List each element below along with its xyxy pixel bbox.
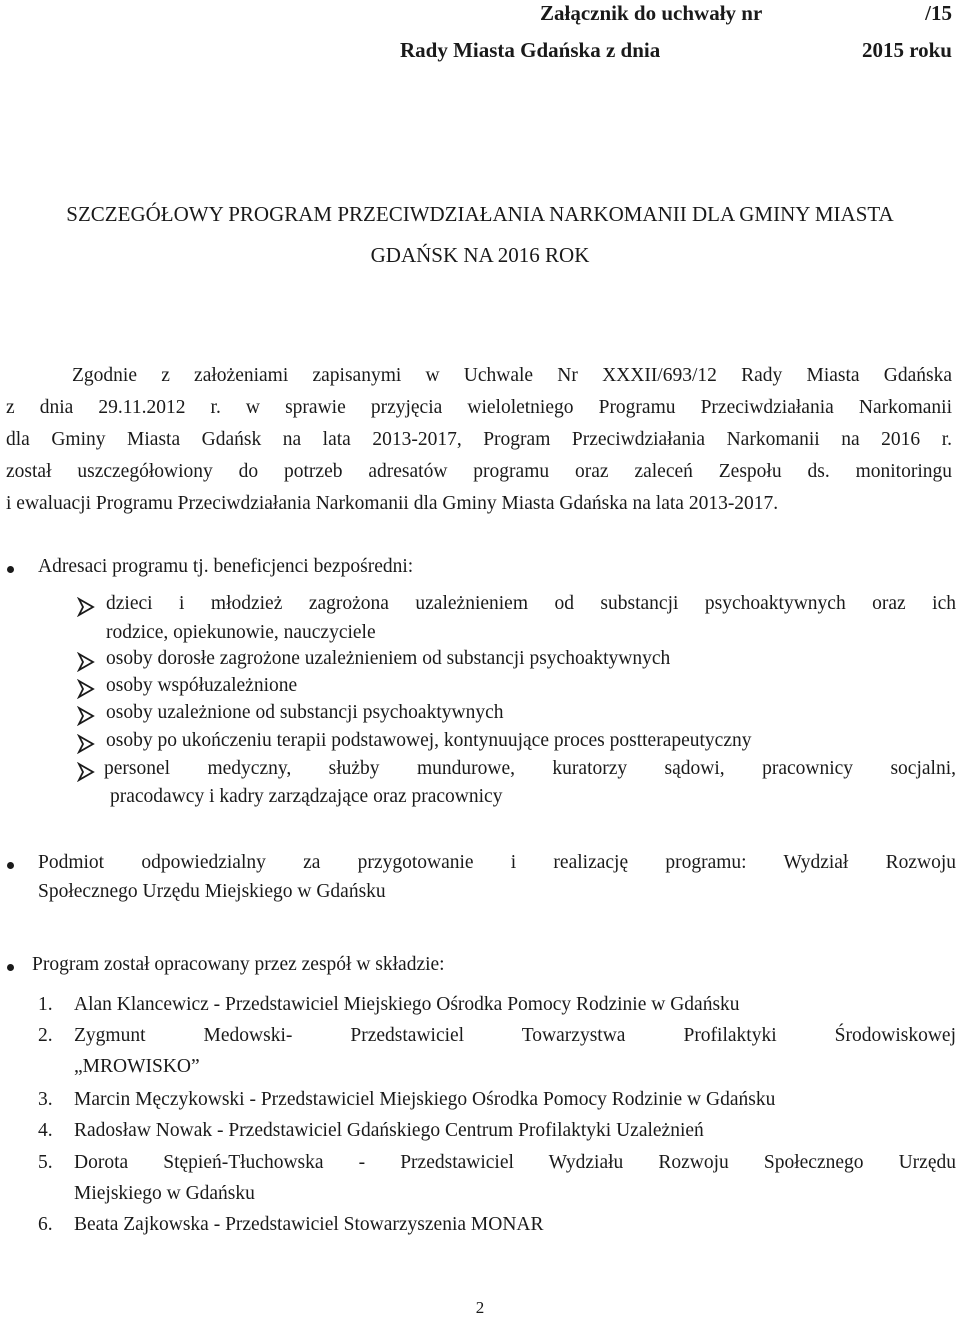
addressee-item: dzieci i młodzież zagrożona uzależnieniem od substancji psychoaktywnych oraz ich [106,593,956,614]
arrow-bullet-icon [76,652,96,672]
team-member-number: 3. [38,1089,53,1110]
team-member-number: 4. [38,1120,53,1141]
team-member: Beata Zajkowska - Przedstawiciel Stowarzyszenia MONAR [74,1214,544,1235]
team-member-continued: „MROWISKO” [74,1056,200,1077]
arrow-bullet-icon [76,734,96,754]
bullet-dot-icon [7,566,14,573]
team-member-number: 5. [38,1152,53,1173]
arrow-bullet-icon [76,762,96,782]
responsible-unit-continued: Społecznego Urzędu Miejskiego w Gdańsku [38,881,386,902]
document-title-line2: GDAŃSK NA 2016 ROK [370,243,590,267]
addressee-item-continued: rodzice, opiekunowie, nauczyciele [106,622,376,643]
intro-line: został uszczegółowiony do potrzeb adresatów programu oraz zaleceń Zespołu ds. monitoringu [6,461,952,482]
document-title-line1: SZCZEGÓŁOWY PROGRAM PRZECIWDZIAŁANIA NARKOMANII DLA GMINY MIASTA [66,202,894,226]
team-member-continued: Miejskiego w Gdańsku [74,1183,255,1204]
team-heading: Program został opracowany przez zespół w składzie: [32,954,445,975]
addressee-item: osoby dorosłe zagrożone uzależnieniem od substancji psychoaktywnych [106,648,671,669]
team-member-number: 6. [38,1214,53,1235]
page-number: 2 [475,1298,485,1317]
addressee-item: osoby współuzależnione [106,675,298,696]
team-member: Radosław Nowak - Przedstawiciel Gdańskiego Centrum Profilaktyki Uzależnień [74,1120,704,1141]
intro-line: dla Gminy Miasta Gdańsk na lata 2013-2017, Program Przeciwdziałania Narkomanii na 2016 r. [6,429,952,450]
addressee-item: osoby po ukończeniu terapii podstawowej, kontynuujące proces postterapeutyczny [106,730,752,751]
header-annex-label: Załącznik do uchwały nr [540,1,763,25]
team-member-number: 1. [38,994,53,1015]
arrow-bullet-icon [76,706,96,726]
addressee-item: osoby uzależnione od substancji psychoaktywnych [106,702,504,723]
addressee-item-continued: pracodawcy i kadry zarządzające oraz pracownicy [110,786,503,807]
header-annex-number: /15 [925,1,952,25]
intro-line: i ewaluacji Programu Przeciwdziałania Narkomanii dla Gminy Miasta Gdańska na lata 2013-2017. [6,493,779,514]
addressee-item: personel medyczny, służby mundurowe, kuratorzy sądowi, pracownicy socjalni, [104,758,956,779]
intro-line: Zgodnie z założeniami zapisanymi w Uchwale Nr XXXII/693/12 Rady Miasta Gdańska [72,365,952,386]
responsible-unit: Podmiot odpowiedzialny za przygotowanie i realizację programu: Wydział Rozwoju [38,852,956,873]
team-member: Marcin Męczykowski - Przedstawiciel Miejskiego Ośrodka Pomocy Rodzinie w Gdańsku [74,1089,776,1110]
arrow-bullet-icon [76,679,96,699]
bullet-dot-icon [7,862,14,869]
team-member: Alan Klancewicz - Przedstawiciel Miejskiego Ośrodka Pomocy Rodzinie w Gdańsku [74,994,740,1015]
addressees-heading: Adresaci programu tj. beneficjenci bezpośredni: [38,556,414,577]
team-member: Dorota Stępień-Tłuchowska - Przedstawiciel Wydziału Rozwoju Społecznego Urzędu [74,1152,956,1173]
team-member: Zygmunt Medowski- Przedstawiciel Towarzystwa Profilaktyki Środowiskowej [74,1025,956,1046]
header-council-label: Rady Miasta Gdańska z dnia [400,38,661,62]
header-year: 2015 roku [861,38,952,62]
intro-line: z dnia 29.11.2012 r. w sprawie przyjęcia wieloletniego Programu Przeciwdziałania Narkomanii [6,397,952,418]
arrow-bullet-icon [76,597,96,617]
team-member-number: 2. [38,1025,53,1046]
bullet-dot-icon [7,964,14,971]
